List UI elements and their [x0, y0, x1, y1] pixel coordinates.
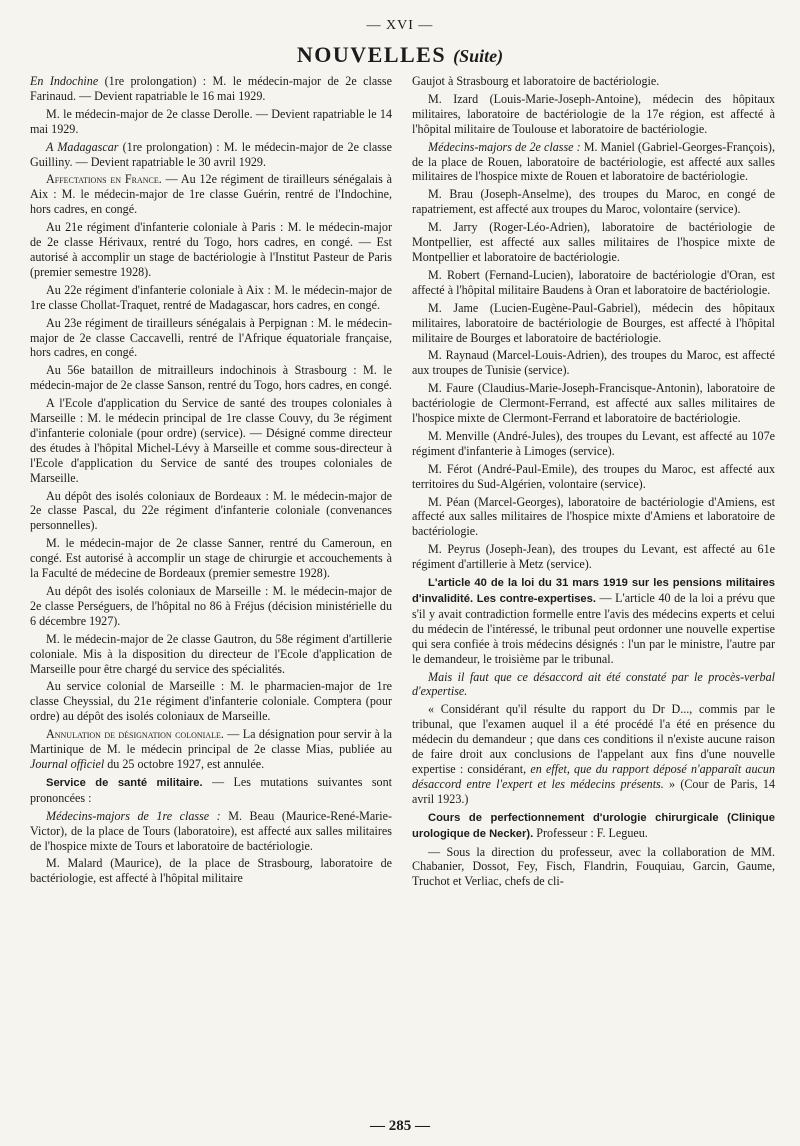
paragraph-text: du 25 octobre 1927, est annulée. [104, 756, 265, 771]
paragraph-text: — Les mutations suivantes sont prononcées : [30, 774, 392, 805]
paragraph: M. Péan (Marcel-Georges), laboratoire de bactériologie d'Amiens, est affecté aux salles militaires de l'hospice mixte d'Amiens et laboratoire de bactériologie. [412, 494, 775, 539]
paragraph-text: M. Maniel (Gabriel-Georges-François), de la place de Rouen, laboratoire de bactériologie, est affecté aux salles militaires de l'hospice mixte de Rouen et laboratoire de bactériologie. [412, 139, 775, 184]
paragraph [30, 74, 392, 104]
paragraph: M. Faure (Claudius-Marie-Joseph-Francisque-Antonin), laboratoire de bactériologie de Clermont-Ferrand, est affecté aux salles militaires de l'hospice mixte de Clermont-Ferrand et laboratoire de bactériologie. [412, 381, 775, 426]
section-label: L'article 40 de la loi du 31 mars 1919 sur les pensions militaires d'invalidité. Les contre-expertises. [412, 577, 775, 605]
place-label: En Indochine [30, 74, 99, 88]
paragraph: Au 23e régiment de tirailleurs sénégalais à Perpignan : M. le médecin-major de 2e classe Caccavelli, rentré de l'Afrique équatoriale française, hors cadres, en congé. [30, 315, 392, 360]
italic-note: Mais il faut que ce désaccord ait été constaté par le procès-verbal d'expertise. [412, 669, 775, 699]
section-title: NOUVELLES [296, 42, 447, 67]
paragraph: Au 21e régiment d'infanterie coloniale à Paris : M. le médecin-major de 2e classe Hérivaux, rentré du Togo, hors cadres, en congé. — Est autorisé à accomplir un stage de bactériologie à l'Institut Pasteur de Paris (premier semestre 1928). [30, 220, 392, 279]
paragraph [412, 575, 775, 666]
place-label: A Madagascar [46, 139, 119, 154]
paragraph: M. Raynaud (Marcel-Louis-Adrien), des troupes du Maroc, est affecté aux troupes de Tunisie (service). [412, 348, 775, 378]
paragraph: M. le médecin-major de 2e classe Derolle. — Devient rapatriable le 14 mai 1929. [30, 106, 392, 136]
paragraph: M. Menville (André-Jules), des troupes du Levant, est affecté au 107e régiment d'infanterie à Limoges (service). [412, 428, 775, 458]
page-number: — 285 — [370, 1118, 430, 1134]
paragraph: M. Peyrus (Joseph-Jean), des troupes du Levant, est affecté au 61e régiment d'artillerie à Metz (service). [412, 542, 775, 572]
paragraph [30, 140, 392, 170]
paragraph-text: M. Beau (Maurice-René-Marie-Victor), de la place de Tours (laboratoire), est affecté aux salles militaires de l'hospice mixte de Tours et laboratoire de bactériologie. [30, 808, 392, 853]
rank-label: Médecins-majors de 1re classe : [46, 808, 221, 823]
section-label: Affectations en France. [46, 172, 162, 187]
paragraph [412, 140, 775, 185]
paragraph: Au dépôt des isolés coloniaux de Marseille : M. le médecin-major de 2e classe Perséguers, de l'hôpital no 86 à Fréjus (décision ministérielle du 6 décembre 1927). [30, 584, 392, 628]
paragraph [412, 702, 775, 806]
paragraph: M. le médecin-major de 2e classe Sanner, rentré du Cameroun, en congé. Est autorisé à accomplir un stage de chirurgie et accouchements à la Faculté de médecine de Bordeaux (premier semestre 1928). [30, 536, 392, 581]
quote-citation: » (Cour de Paris, 14 avril 1923.) [412, 776, 775, 806]
paragraph: Au 22e régiment d'infanterie coloniale à Aix : M. le médecin-major de 1re classe Chollat-Traquet, rentré de Madagascar, hors cadres, en congé. [30, 282, 392, 312]
paragraph: Au dépôt des isolés coloniaux de Bordeaux : M. le médecin-major de 2e classe Pascal, du 22e régiment d'infanterie coloniale (convenances personnelles). [30, 488, 392, 533]
paragraph: M. Jame (Lucien-Eugène-Paul-Gabriel), médecin des hôpitaux militaires, laboratoire de bactériologie de Bourges, est affecté à l'hôpital militaire de Bourges et laboratoire de bactériologie. [412, 300, 775, 345]
quote-italic: en effet, que du rapport déposé n'apparaît aucun désaccord entre l'expert et les médecins présents. [412, 761, 775, 791]
paragraph: A l'Ecole d'application du Service de santé des troupes coloniales à Marseille : M. le médecin principal de 1re classe Couvy, du 3e régiment d'infanterie coloniale (pour ordre) (service). — Désigné comme directeur des études à l'hôpital Michel-Lévy à Marseille et comme sous-directeur à l'Ecole d'application du Service de santé des troupes coloniales de Marseille. [30, 396, 392, 485]
paragraph [30, 809, 392, 854]
paragraph-text: Professeur : F. Legueu. [533, 825, 648, 840]
section-subtitle: (Suite) [453, 46, 504, 66]
section-label: Cours de perfectionnement d'urologie chirurgicale (Clinique urologique de Necker). [412, 811, 775, 840]
page-roman-numeral: — XVI — [366, 18, 434, 33]
paragraph: Au 56e bataillon de mitrailleurs indochinois à Strasbourg : M. le médecin-major de 2e classe Sanson, rentré du Togo, hors cadres, en congé. [30, 363, 392, 393]
paragraph: M. Izard (Louis-Marie-Joseph-Antoine), médecin des hôpitaux militaires, laboratoire de bactériologie de la 17e région, est affecté à l'hôpital militaire de Toulouse et laboratoire de bactériologie. [412, 91, 775, 136]
journal-title: Journal officiel [30, 756, 105, 771]
section-label: Annulation de désignation coloniale. [46, 727, 224, 742]
paragraph: M. Robert (Fernand-Lucien), laboratoire de bactériologie d'Oran, est affecté à l'hôpital militaire Baudens à Oran et laboratoire de bactériologie. [412, 267, 775, 297]
paragraph-text: (1re prolongation) : M. le médecin-major de 2e classe Guilliny. — Devient rapatriable le 30 avril 1929. [30, 139, 392, 169]
rank-label: Médecins-majors de 2e classe : [428, 139, 581, 154]
paragraph [412, 670, 775, 700]
left-column [30, 74, 392, 1118]
paragraph: M. Brau (Joseph-Anselme), des troupes du Maroc, en congé de rapatriement, est affecté aux troupes du Maroc, volontaire (service). [412, 187, 775, 217]
paragraph: M. Malard (Maurice), de la place de Strasbourg, laboratoire de bactériologie, est affecté à l'hôpital militaire [30, 856, 392, 886]
paragraph [30, 727, 392, 772]
paragraph [30, 775, 392, 806]
right-column [412, 74, 775, 1118]
section-heading [0, 42, 800, 68]
paragraph: Gaujot à Strasbourg et laboratoire de bactériologie. [412, 74, 660, 88]
paragraph: M. Jarry (Roger-Léo-Adrien), laboratoire de bactériologie de Montpellier, est affecté aux salles militaires de l'hospice mixte de Montpellier et laboratoire de bactériologie. [412, 220, 775, 264]
quote-text: « Considérant qu'il résulte du rapport du Dr D..., commis par le tribunal, que l'examen auquel il a été procédé l'a été en présence du médecin du demandeur ; que dans ces conditions il n'existe aucune raison de faire droit aux conclusions de l'appelant aux fins d'une nouvelle expertise : considérant, [412, 702, 775, 776]
paragraph-text: — L'article 40 de la loi a prévu que s'il y avait contradiction formelle entre l'avis des médecins experts et celui du médecin de l'intéressé, le tribunal peut ordonner une nouvelle expertise qui sera confiée à trois médecins désignés : l'un par le ministre, l'autre par le demandeur, le troisième par le tribunal. [412, 591, 775, 666]
paragraph: Au service colonial de Marseille : M. le pharmacien-major de 1re classe Cheyssial, du 21e régiment d'infanterie coloniale. Comptera (pour ordre) au dépôt des isolés coloniaux de Marseille. [30, 679, 392, 724]
paragraph-text: — La désignation pour servir à la Martinique de M. le médecin principal de 2e classe Mias, publiée au [30, 727, 392, 757]
paragraph [412, 810, 775, 842]
paragraph-text: — Au 12e régiment de tirailleurs sénégalais à Aix : M. le médecin-major de 1re classe Guérin, rentré de l'Indochine, hors cadres, en congé. [30, 172, 392, 217]
section-label: Service de santé militaire. [46, 776, 203, 789]
paragraph-text: (1re prolongation) : M. le médecin-major de 2e classe Farinaud. — Devient rapatriable le 16 mai 1929. [30, 74, 392, 103]
paragraph: M. le médecin-major de 2e classe Gautron, du 58e régiment d'artillerie coloniale. Mis à la disposition du directeur de l'Ecole d'application de Marseille pour être chargé du service des spécialités. [30, 631, 392, 676]
paragraph [30, 172, 392, 217]
paragraph: — Sous la direction du professeur, avec la collaboration de MM. Chabanier, Dossot, Fey, Fisch, Flandrin, Fouquiau, Garcin, Gaume, Truchot et Verliac, chefs de cli- [412, 844, 775, 889]
paragraph: M. Férot (André-Paul-Emile), des troupes du Maroc, est affecté aux territoires du Sud-Algérien, volontaire (service). [412, 461, 775, 491]
